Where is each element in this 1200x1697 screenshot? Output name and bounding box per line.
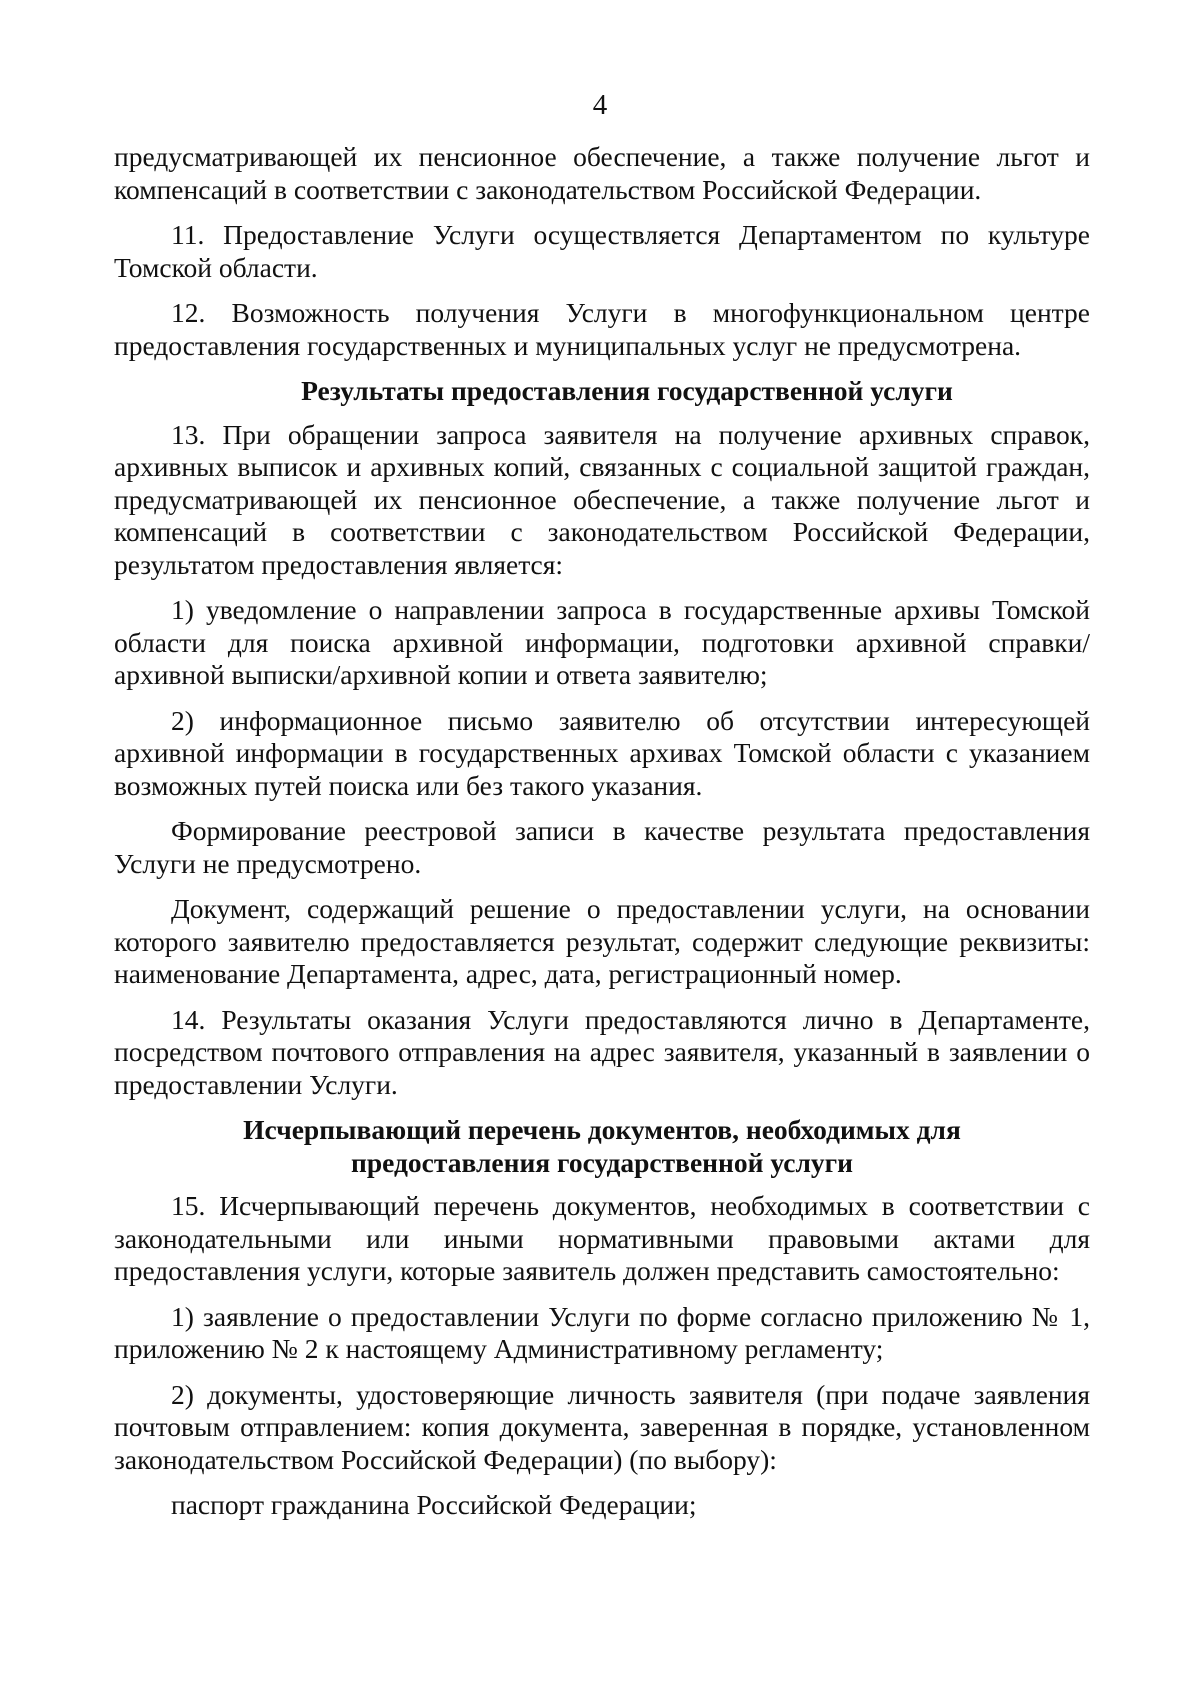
paragraph-12: 12. Возможность получения Услуги в многофункциональном центре предоставления государственных и муниципальных услуг не предусмотрена. bbox=[114, 297, 1090, 361]
paragraph-15-item-2: 2) документы, удостоверяющие личность заявителя (при подаче заявления почтовым отправлением: копия документа, заверенная в порядке, установленном законодательством Российской Федерации) (по выбору): bbox=[114, 1378, 1090, 1475]
paragraph-13: 13. При обращении запроса заявителя на получение архивных справок, архивных выписок и архивных копий, связанных с социальной защитой граждан, предусматривающей их пенсионное обеспечение, а также получение льгот и компенсаций в соответствии с законодательством Российской Федерации, результатом предоставления является: bbox=[114, 418, 1090, 580]
paragraph-13-item-2: 2) информационное письмо заявителю об отсутствии интересующей архивной информации в государственных архивах Томской области с указанием возможных путей поиска или без такого указания. bbox=[114, 704, 1090, 801]
page-number: 4 bbox=[592, 89, 608, 121]
paragraph-13-item-1: 1) уведомление о направлении запроса в государственные архивы Томской области для поиска архивной информации, подготовки архивной справки/архивной выписки/архивной копии и ответа заявителю; bbox=[114, 594, 1090, 690]
paragraph-14: 14. Результаты оказания Услуги предоставляются лично в Департаменте, посредством почтового отправления на адрес заявителя, указанный в заявлении о предоставлении Услуги. bbox=[114, 1003, 1090, 1100]
document-body bbox=[114, 141, 1090, 1535]
paragraph-decision-document: Документ, содержащий решение о предоставлении услуги, на основании которого заявителю предоставляется результат, содержит следующие реквизиты: наименование Департамента, адрес, дата, регистрационный номер. bbox=[114, 893, 1090, 989]
paragraph-11: 11. Предоставление Услуги осуществляется Департаментом по культуре Томской области. bbox=[114, 219, 1090, 283]
section-heading-documents: Исчерпывающий перечень документов, необходимых для предоставления государственной услуги bbox=[243, 1114, 961, 1178]
paragraph-registry-record: Формирование реестровой записи в качестве результата предоставления Услуги не предусмотрено. bbox=[114, 815, 1090, 879]
paragraph-15: 15. Исчерпывающий перечень документов, необходимых в соответствии с законодательными или иными нормативными правовыми актами для предоставления услуги, которые заявитель должен представить самостоятельно: bbox=[114, 1190, 1090, 1286]
paragraph-15-item-1: 1) заявление о предоставлении Услуги по форме согласно приложению № 1, приложению № 2 к настоящему Административному регламенту; bbox=[114, 1300, 1090, 1364]
paragraph-continuation: предусматривающей их пенсионное обеспечение, а также получение льгот и компенсаций в соответствии с законодательством Российской Федерации. bbox=[114, 141, 1090, 205]
paragraph-passport: паспорт гражданина Российской Федерации; bbox=[171, 1489, 697, 1520]
section-heading-results: Результаты предоставления государственной услуги bbox=[301, 375, 953, 406]
